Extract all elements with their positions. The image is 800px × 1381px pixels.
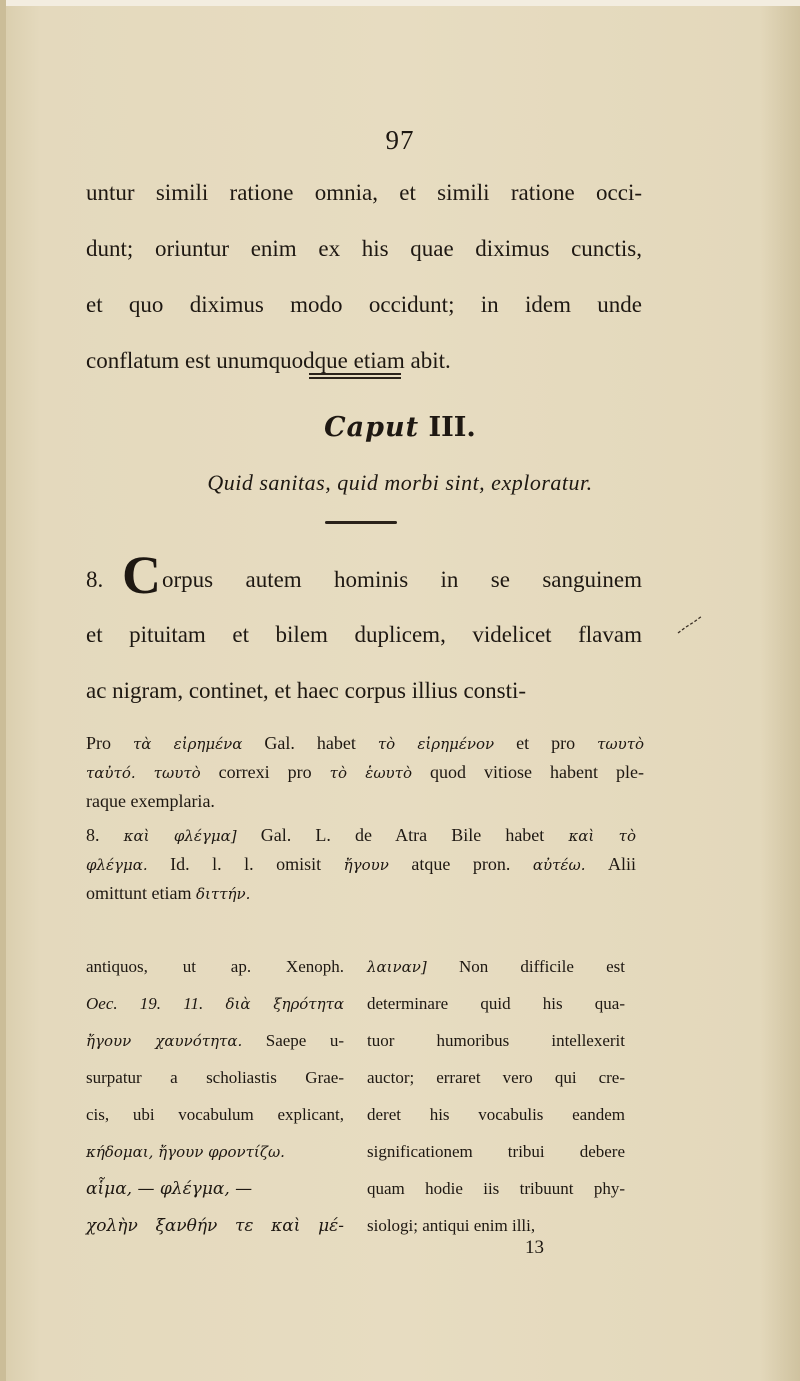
footnote-line (86, 762, 644, 783)
greek-text: χολὴν ξανθήν τε καὶ μέ- (86, 1216, 344, 1236)
main-line: ac nigram, continet, et haec corpus illius consti- (86, 678, 527, 703)
note-text: Gal. L. de Atra Bile habet (260, 825, 545, 845)
column-line (86, 1216, 344, 1236)
greek-text: τὸ εἰρημένον (377, 735, 495, 753)
column-line (367, 957, 625, 977)
chapter-roman: III. (428, 412, 476, 443)
note-text: Saepe u- (265, 1031, 344, 1050)
greek-text: λαιναν] (367, 958, 427, 976)
main-line: conflatum est unumquodque etiam abit. (86, 348, 451, 373)
note-text: Non difficile est (458, 957, 625, 976)
double-rule-divider (309, 373, 401, 380)
column-line (86, 994, 344, 1014)
main-line: et pituitam et bilem duplicem, videlicet flavam (86, 622, 642, 647)
column-line (86, 1031, 344, 1051)
note-text: Pro (86, 733, 112, 753)
footnote-line (86, 883, 250, 904)
main-line: dunt; oriuntur enim ex his quae diximus cunctis, (86, 236, 642, 261)
greek-text: ταὐτό. (86, 764, 136, 782)
drop-cap: C (122, 545, 161, 605)
greek-text: ἤγουν (343, 856, 389, 874)
note-text: Id. l. l. omisit (170, 854, 322, 874)
greek-text: τὸ ἑωυτὸ (329, 764, 413, 782)
ink-mark (676, 613, 706, 637)
note-text: Alii (608, 854, 637, 874)
column-line: siologi; antiqui enim illi, (367, 1216, 536, 1235)
column-line: cis, ubi vocabulum explicant, (86, 1105, 344, 1124)
greek-text: τωυτὸ (153, 764, 201, 782)
greek-text: αὐτέω. (532, 856, 586, 874)
note-text: et pro (516, 733, 576, 753)
column-line: surpatur a scholiastis Grae- (86, 1068, 344, 1087)
greek-text: τὰ εἰρημένα (132, 735, 243, 753)
short-rule-divider (325, 521, 397, 524)
column-line: tuor humoribus intellexerit (367, 1031, 625, 1050)
note-text: atque pron. (411, 854, 511, 874)
footnote-line (86, 733, 644, 754)
note-text: omittunt etiam (86, 883, 192, 903)
note-text: 8. (86, 825, 100, 845)
main-line: untur simili ratione omnia, et simili ratione occi- (86, 180, 642, 205)
column-line: significationem tribui debere (367, 1142, 625, 1161)
greek-text: τωυτὸ (597, 735, 645, 753)
footnote-line (86, 825, 636, 846)
column-line (86, 1179, 252, 1199)
column-line: quam hodie iis tribuunt phy- (367, 1179, 625, 1198)
section-number: 8. (86, 567, 104, 592)
note-text: correxi pro (218, 762, 312, 782)
note-text: Oec. 19. 11. (86, 994, 204, 1013)
greek-text: καὶ τὸ (568, 827, 637, 845)
main-line: orpus autem hominis in se sanguinem (162, 567, 642, 592)
chapter-title (0, 412, 800, 443)
column-line (86, 1142, 285, 1162)
greek-text: φλέγμα. (86, 856, 148, 874)
greek-text: διὰ ξηρότητα (225, 995, 345, 1013)
page-number: 97 (385, 125, 415, 155)
page-top-edge (0, 0, 800, 6)
greek-text: ἤγουν χαυνότητα. (86, 1032, 243, 1050)
greek-text: καὶ φλέγμα] (123, 827, 237, 845)
chapter-subtitle: Quid sanitas, quid morbi sint, exploratur. (207, 470, 593, 495)
column-line: deret his vocabulis eandem (367, 1105, 625, 1124)
signature-mark: 13 (525, 1237, 544, 1258)
note-text: Gal. habet (264, 733, 356, 753)
column-line: determinare quid his qua- (367, 994, 625, 1013)
note-text: quod vitiose habent ple- (430, 762, 645, 782)
column-line: antiquos, ut ap. Xenoph. (86, 957, 344, 976)
greek-text: κήδομαι, ἤγουν φροντίζω. (86, 1143, 285, 1161)
main-line: et quo diximus modo occidunt; in idem unde (86, 292, 642, 317)
footnote-line: raque exemplaria. (86, 791, 215, 811)
page-left-edge (0, 0, 6, 1381)
column-line: auctor; erraret vero qui cre- (367, 1068, 625, 1087)
greek-text: διττήν. (196, 885, 251, 903)
greek-text: αἷμα, — φλέγμα, — (86, 1179, 253, 1199)
chapter-word: Caput (324, 412, 420, 443)
footnote-line (86, 854, 636, 875)
